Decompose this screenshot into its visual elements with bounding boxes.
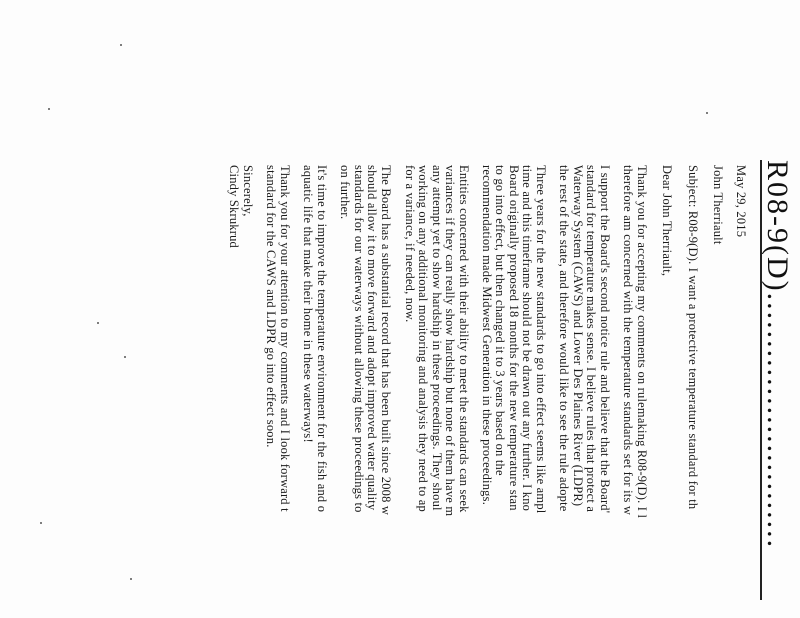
body-line: I support the Board's second notice rule and believe that the Board' xyxy=(598,165,612,514)
letter-subject: Subject: R08-9(D). I want a protective temperature standard for th xyxy=(686,165,700,510)
scan-speck xyxy=(120,44,122,46)
body-line: recommendation made Midwest Generation in these proceedings. xyxy=(480,165,494,506)
body-line: time and this timeframe should not be drawn out any further. I kno xyxy=(520,165,534,512)
docket-heading: R08-9(D)........................... xyxy=(761,160,794,550)
body-line: for a variance, if needed, now. xyxy=(403,165,417,323)
body-line: standard for the CAWS and LDPR go into effect soon. xyxy=(264,165,278,448)
body-line: Board originally proposed 18 months for the new temperature stan xyxy=(507,165,521,511)
body-line: standard for temperature makes sense. I believe rules that protect a xyxy=(584,165,598,513)
letter-recipient: John Therriault xyxy=(711,165,725,245)
body-line: aquatic life that make their home in these waterways! xyxy=(301,165,315,443)
scan-speck xyxy=(706,112,708,114)
body-line: should allow it to move forward and adopt improved water quality xyxy=(365,165,379,511)
body-line: the rest of the state, and therefore would like to see the rule adopte xyxy=(557,165,571,512)
body-line: therefore am concerned with the temperature standards set for its w xyxy=(621,165,635,516)
heading-rule xyxy=(760,160,762,600)
body-line: standards for our waterways without allowing these proceedings to xyxy=(352,165,366,513)
scan-speck xyxy=(40,522,42,524)
body-line: working on any additional monitoring and analysis they need to ap xyxy=(416,165,430,512)
body-line: variances if they can really show hardship but none of them have m xyxy=(443,165,457,517)
letter-closing: Sincerely, xyxy=(241,165,255,217)
scan-speck xyxy=(130,578,132,580)
scan-speck xyxy=(97,322,99,324)
letter-salutation: Dear John Therriault, xyxy=(660,165,674,277)
body-line: to go into effect, but then changed it to 3 years based on the xyxy=(493,165,507,476)
body-line: Waterway System (CAWS) and Lower Des Plaines River (LDPR) xyxy=(571,165,585,507)
body-line: any attempt yet to show hardship in these proceedings. They shoul xyxy=(430,165,444,511)
body-line: Entities concerned with their ability to meet the standards can seek xyxy=(457,165,471,513)
body-line: Thank you for your attention to my comments and I look forward t xyxy=(278,165,292,512)
body-line: on further. xyxy=(338,165,352,220)
scan-speck xyxy=(48,108,50,110)
letter-signature: Cindy Skrukrud xyxy=(227,165,241,249)
body-line: Thank you for accepting my comments on rulemaking R08-9(D). I l xyxy=(635,165,649,519)
scan-speck xyxy=(124,356,126,358)
body-line: It's time to improve the temperature environment for the fish and o xyxy=(315,165,329,513)
body-line: The Board has a substantial record that has been built since 2008 w xyxy=(379,165,393,516)
body-line: Three years for the new standards to go into effect seems like ampl xyxy=(534,165,548,514)
letter-date: May 29, 2015 xyxy=(734,165,748,238)
